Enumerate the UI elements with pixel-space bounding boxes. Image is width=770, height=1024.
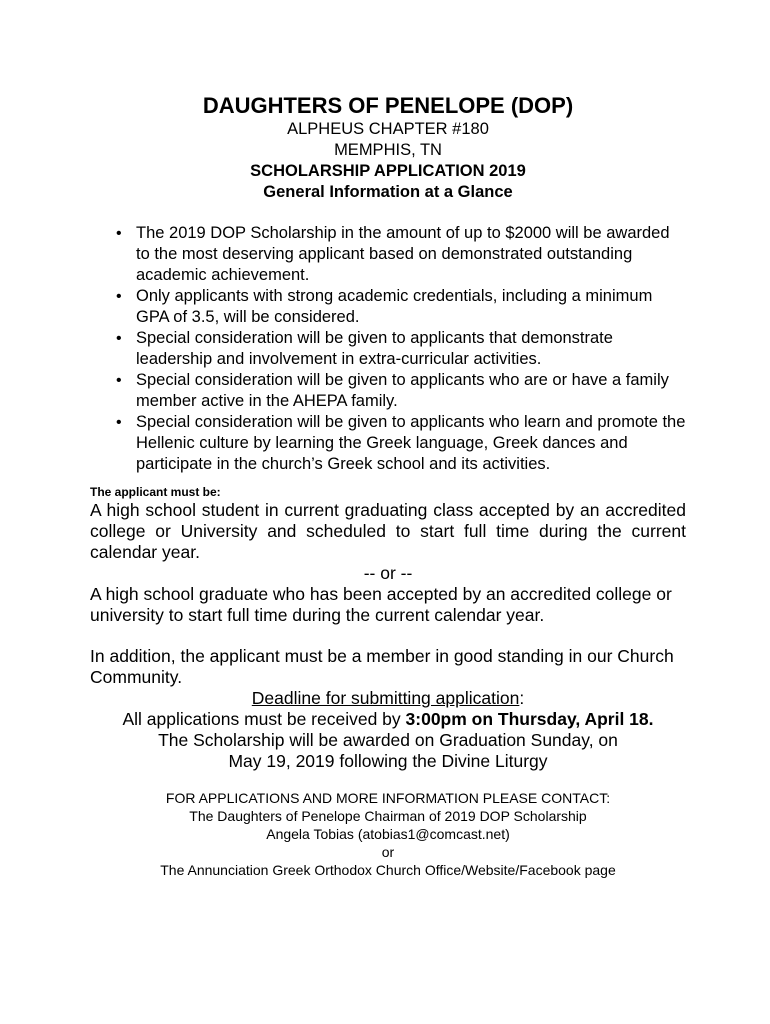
or-separator: -- or -- — [363, 563, 413, 583]
deadline-heading-line: Deadline for submitting application: — [251, 688, 525, 708]
subtitle: General Information at a Glance — [263, 183, 513, 201]
requirement-option-1: A high school student in current graduating class accepted by an accredited college or University and scheduled to start full time during the current calendar year. — [90, 500, 686, 562]
deadline-heading: Deadline for submitting application — [251, 688, 520, 708]
contact-line-1: The Daughters of Penelope Chairman of 2019 DOP Scholarship — [189, 808, 587, 824]
list-item: • Special consideration will be given to applicants that demonstrate leadership and involvement in extra-curricular activities. — [116, 329, 613, 368]
deadline-section — [90, 688, 686, 772]
bullet-icon: • — [116, 288, 122, 305]
deadline-line-2: The Scholarship will be awarded on Graduation Sunday, on — [158, 730, 618, 750]
chapter-name: ALPHEUS CHAPTER #180 — [287, 120, 489, 138]
bullet-icon: • — [116, 330, 122, 347]
city-name: MEMPHIS, TN — [334, 141, 442, 159]
list-item: • Special consideration will be given to applicants who learn and promote the Hellenic culture by learning the Greek language, Greek dances and participate in the church’s Greek school and its activities. — [116, 413, 686, 473]
requirements-label: The applicant must be: — [90, 485, 221, 499]
contact-or: or — [381, 844, 395, 860]
document-page — [90, 93, 686, 879]
membership-requirement: In addition, the applicant must be a member in good standing in our Church Community. — [90, 646, 674, 687]
contact-line-3: The Annunciation Greek Orthodox Church Office/Website/Facebook page — [160, 862, 616, 878]
list-item: • Special consideration will be given to applicants who are or have a family member active in the AHEPA family. — [116, 371, 669, 410]
deadline-date: 3:00pm on Thursday, April 18. — [405, 709, 654, 729]
bullet-icon: • — [116, 372, 122, 389]
requirement-option-2: A high school graduate who has been accepted by an accredited college or university to start full time during the current calendar year. — [90, 584, 672, 625]
contact-line-2: Angela Tobias (atobias1@comcast.net) — [266, 826, 510, 842]
bullet-icon: • — [116, 414, 122, 431]
contact-heading: FOR APPLICATIONS AND MORE INFORMATION PLEASE CONTACT: — [165, 790, 611, 806]
contact-section — [90, 789, 686, 879]
list-item: • The 2019 DOP Scholarship in the amount of up to $2000 will be awarded to the most deserving applicant based on demonstrated outstanding academic achievement. — [116, 224, 670, 284]
bullet-icon: • — [116, 225, 122, 242]
deadline-line-3: May 19, 2019 following the Divine Liturgy — [228, 751, 548, 771]
info-bullet-list — [90, 223, 686, 475]
document-header — [90, 93, 686, 203]
requirements-section — [90, 484, 686, 688]
page-title: DAUGHTERS OF PENELOPE (DOP) — [202, 93, 574, 118]
deadline-line-1: All applications must be received by 3:00pm on Thursday, April 18. — [122, 709, 654, 729]
list-item: • Only applicants with strong academic credentials, including a minimum GPA of 3.5, will be considered. — [116, 287, 653, 326]
application-title: SCHOLARSHIP APPLICATION 2019 — [250, 162, 526, 180]
